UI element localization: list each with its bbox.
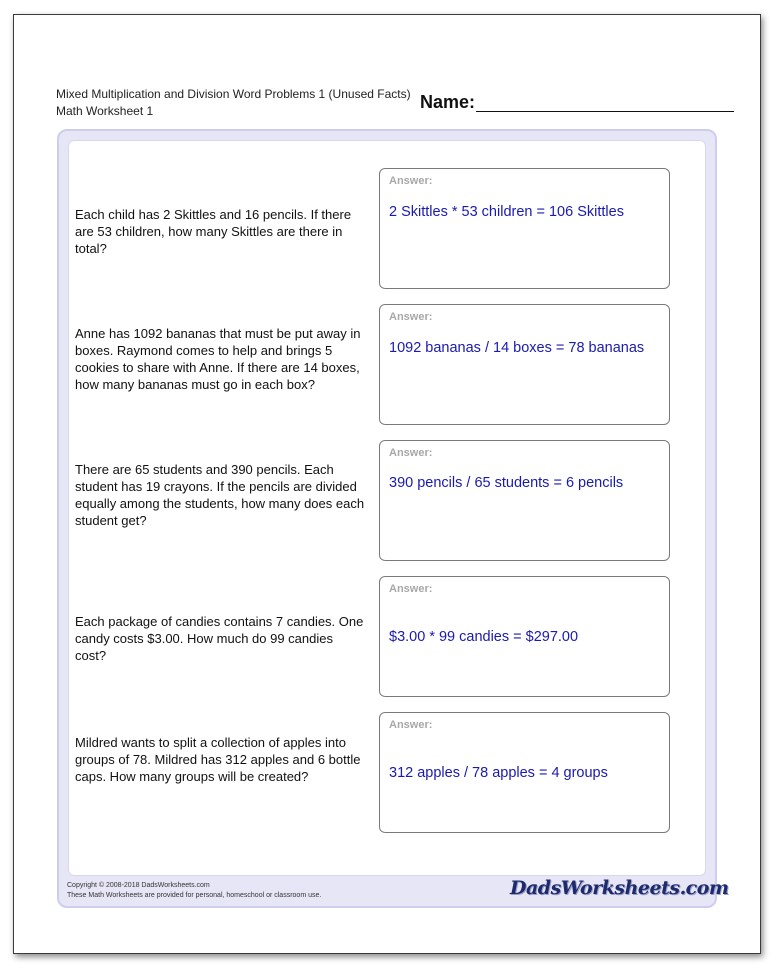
- problem-3-question: There are 65 students and 390 pencils. Each student has 19 crayons. If the pencils are divided equally among the students, how many does each student get?: [75, 462, 365, 528]
- answer-label: Answer:: [389, 311, 433, 323]
- problem-2-answer: 1092 bananas / 14 boxes = 78 bananas: [389, 340, 645, 356]
- problem-3-answer-box[interactable]: [379, 440, 670, 561]
- worksheet-title: Mixed Multiplication and Division Word Problems 1 (Unused Facts): [56, 87, 411, 101]
- problem-1-answer: 2 Skittles * 53 children = 106 Skittles: [389, 204, 624, 220]
- problem-4-answer-box[interactable]: [379, 576, 670, 697]
- answer-label: Answer:: [389, 583, 433, 595]
- problem-3-answer: 390 pencils / 65 students = 6 pencils: [389, 475, 624, 491]
- name-label: Name:: [420, 92, 476, 112]
- answer-label: Answer:: [389, 175, 433, 187]
- name-line: [476, 111, 734, 112]
- problem-2-answer-box[interactable]: [379, 304, 670, 425]
- problem-5-answer-box[interactable]: [379, 712, 670, 833]
- problem-1-answer-box[interactable]: [379, 168, 670, 289]
- problem-5-question: Mildred wants to split a collection of apples into groups of 78. Mildred has 312 apples and 6 bottle caps. How many groups will be created?: [75, 735, 361, 784]
- dadsworksheets-logo: DadsWorksheets.com: [510, 877, 729, 899]
- problem-5-answer: 312 apples / 78 apples = 4 groups: [389, 765, 608, 781]
- footer-copyright: [67, 881, 321, 901]
- answer-label: Answer:: [389, 447, 433, 459]
- copyright-text: Copyright © 2008-2018 DadsWorksheets.com: [67, 882, 210, 889]
- problem-2-question: Anne has 1092 bananas that must be put away in boxes. Raymond comes to help and brings 5 cookies to share with Anne. If there are 14 boxes, how many bananas must go in each box?: [75, 326, 361, 392]
- worksheet-subtitle: Math Worksheet 1: [56, 104, 154, 118]
- problem-4-answer: $3.00 * 99 candies = $297.00: [389, 629, 579, 645]
- problem-1-question: Each child has 2 Skittles and 16 pencils. If there are 53 children, how many Skittles are there in total?: [75, 207, 352, 256]
- answer-label: Answer:: [389, 719, 433, 731]
- problem-4-question: Each package of candies contains 7 candies. One candy costs $3.00. How much do 99 candies cost?: [75, 614, 364, 663]
- worksheet-page: [13, 14, 761, 954]
- usage-notice: These Math Worksheets are provided for personal, homeschool or classroom use.: [67, 892, 322, 899]
